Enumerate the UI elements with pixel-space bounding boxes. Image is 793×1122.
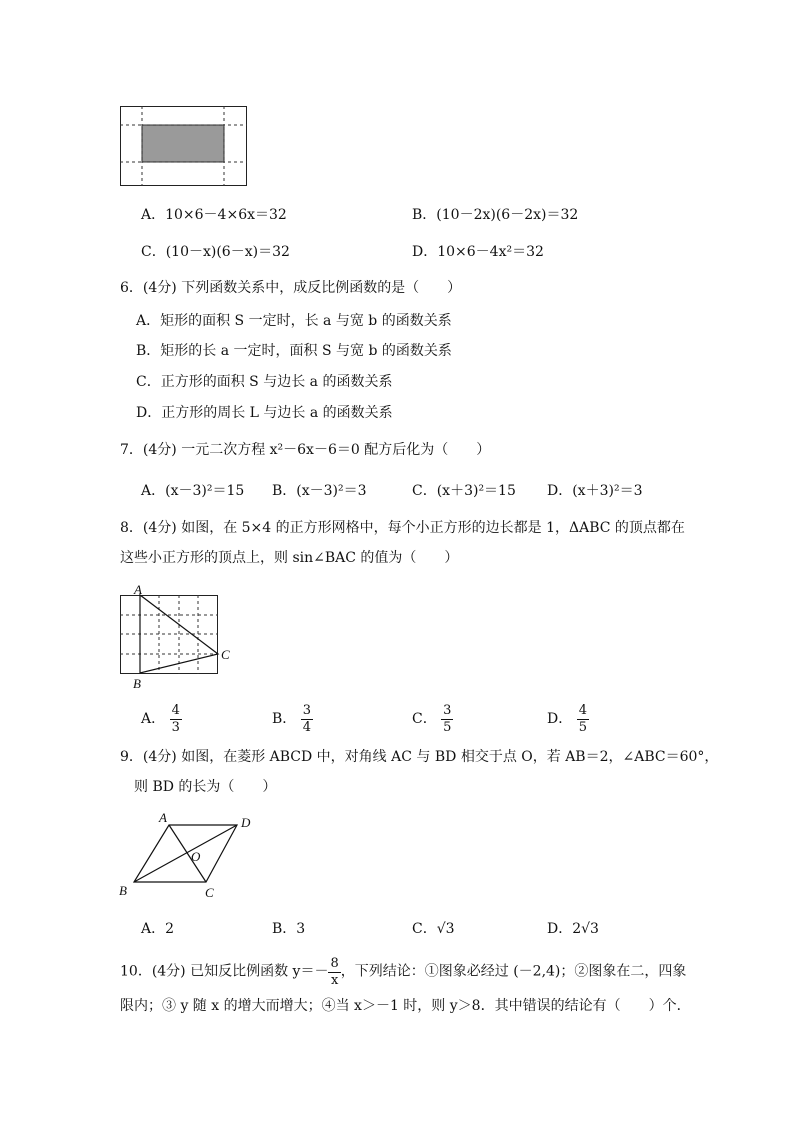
q7-option-d[interactable]: D．(x＋3)²＝3 [547,483,643,499]
q9-option-d[interactable]: D．2√3 [547,921,599,937]
q8-label-b: B [133,676,141,691]
q8-stem-line2: 这些小正方形的顶点上，则 sin∠BAC 的值为（ ） [120,550,459,566]
q9-option-a[interactable]: A．2 [141,921,175,937]
q8-option-c-fraction: $\frac{3}{5}$ [443,703,452,735]
q8-option-c-letter: C． [412,711,437,728]
q5-option-a[interactable]: A．10×6－4×6x＝32 [141,207,287,223]
q8-stem-line1: 8．(4分) 如图，在 5×4 的正方形网格中，每个小正方形的边长都是 1，ΔABC 的顶点都在 [120,520,685,536]
q8-option-b[interactable] [272,704,313,734]
q10-stem-post: ，下列结论：①图象必经过 (－2,4)；②图象在二，四象 [340,963,687,980]
q7-option-b[interactable]: B．(x－3)²＝3 [272,483,367,499]
q9-label-b: B [119,883,127,898]
q8-option-a-fraction: $\frac{4}{3}$ [171,703,180,735]
q8-grid-figure [120,595,220,675]
q9-stem-line2: 则 BD 的长为（ ） [134,779,277,795]
q6-option-d[interactable]: D．正方形的周长 L 与边长 a 的函数关系 [136,405,393,421]
q9-stem-line1: 9．(4分) 如图，在菱形 ABCD 中，对角线 AC 与 BD 相交于点 O，若 AB＝2，∠ABC＝60°， [120,749,719,765]
q10-fraction: $\frac{8}{x}$ [330,956,339,988]
q9-option-c[interactable]: C．√3 [412,921,455,937]
q10-stem-line2: 限内；③ y 随 x 的增大而增大；④当 x＞－1 时，则 y＞8．其中错误的结论有（ ）个． [120,998,691,1014]
q5-option-b[interactable]: B．(10－2x)(6－2x)＝32 [412,207,579,223]
q8-option-b-fraction: $\frac{3}{4}$ [302,703,312,735]
q8-option-d-fraction: $\frac{4}{5}$ [578,703,587,735]
q8-option-a-letter: A． [141,711,166,728]
q9-option-b[interactable]: B．3 [272,921,306,937]
q9-label-o: O [191,849,201,864]
q5-figure [120,106,248,188]
q6-option-b[interactable]: B．矩形的长 a 一定时，面积 S 与宽 b 的函数关系 [136,343,452,359]
q10-stem-line1 [120,957,686,987]
q7-option-c[interactable]: C．(x＋3)²＝15 [412,483,516,499]
q7-option-a[interactable]: A．(x－3)²＝15 [141,483,245,499]
q8-option-a[interactable] [141,704,182,734]
q8-option-d[interactable] [547,704,589,734]
q5-option-d[interactable]: D．10×6－4x²＝32 [412,244,544,260]
q9-label-a: A [159,810,167,825]
q6-stem: 6．(4分) 下列函数关系中，成反比例函数的是（ ） [120,280,462,296]
q6-option-a[interactable]: A．矩形的面积 S 一定时，长 a 与宽 b 的函数关系 [136,313,452,329]
q6-option-c[interactable]: C．正方形的面积 S 与边长 a 的函数关系 [136,374,393,390]
q8-option-b-letter: B． [272,711,297,728]
q8-option-c[interactable] [412,704,453,734]
q10-stem-pre: 10．(4分) 已知反比例函数 y＝－ [120,963,329,980]
q8-label-a: A [134,582,142,597]
q9-label-d: D [241,815,251,830]
q9-label-c: C [205,885,214,900]
q8-option-d-letter: D． [547,711,573,728]
q5-option-c[interactable]: C．(10－x)(6－x)＝32 [141,244,290,260]
q7-stem: 7．(4分) 一元二次方程 x²－6x－6＝0 配方后化为（ ） [120,442,491,458]
q8-label-c: C [221,647,230,662]
